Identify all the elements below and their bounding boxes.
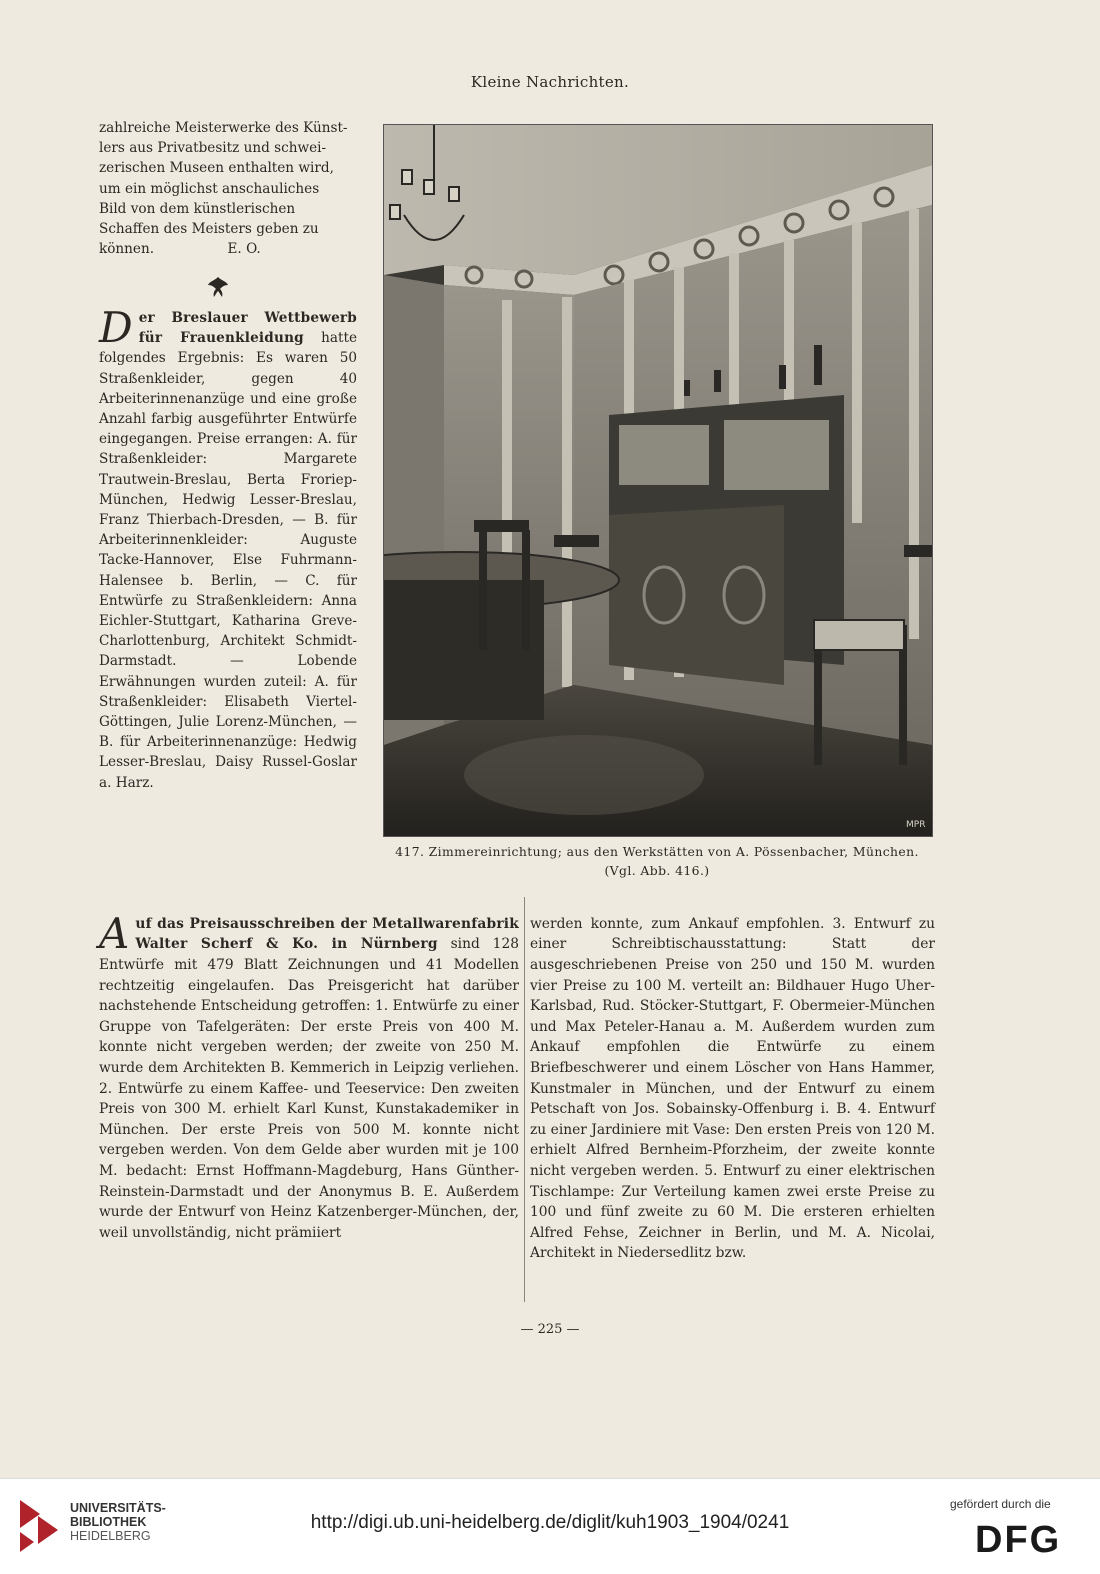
text-line: lers aus Privatbesitz und schwei- — [99, 140, 327, 157]
dropcap: A — [99, 908, 130, 958]
library-name-line: HEIDELBERG — [70, 1529, 151, 1543]
article-body: hatte folgendes Ergebnis: Es waren 50 Straßenkleider, gegen 40 Arbeiterinnenanzüge und eine große Anzahl farbig ausgeführter Entwürfe eingegangen. Preise errangen: A. für Straßenkleider: Margarete Trautwein-Breslau, Berta Froriep-München, Hedwig Lesser-Breslau, Franz Thierbach-Dresden, — B. für Arbeiterinnenkleider: Auguste Tacke-Hannover, Else Fuhrmann-Halensee b. Berlin, — C. für Entwürfe zu Straßenkleidern: Anna Eichler-Stuttgart, Katharina Greve-Charlottenburg, Architekt Schmidt-Darmstadt. — Lobende Erwähnungen wurden zuteil: A. für Straßenkleider: Elisabeth Viertel-Göttingen, Julie Lorenz-München, — B. für Arbeiterinnenanzüge: Hedwig Lesser-Breslau, Daisy Russel-Goslar a. Harz. — [99, 330, 357, 791]
metallwaren-article-right — [530, 900, 935, 1278]
article-body: sind 128 Entwürfe mit 479 Blatt Zeichnungen und 41 Modellen rechtzeitig eingelaufen. Das Preisgericht hat darüber nachstehende Entscheidung getroffen: 1. Entwürfe zu einer Gruppe von Tafelgeräten: Der erste Preis von 400 M. konnte nicht vergeben werden; der zweite von 250 M. wurde dem Architekten B. Kemmerich in Leipzig verliehen. 2. Entwürfe zu einem Kaffee- und Teeservice: Den zweiten Preis von 300 M. erhielt Karl Kunst, Kunstakademiker in München. Der erste Preis von 500 M. konnte nicht vergeben werden. Von dem Gelde aber wurden mit je 100 M. bedacht: Ernst Hoffmann-Magdeburg, Hans Günther-Reinstein-Darmstadt und der Anonymus B. E. Außerdem wurde der Entwurf von Heinz Katzenberger-München, der, weil unvollständig, nicht prämiiert — [99, 936, 519, 1241]
column-divider — [524, 897, 525, 1302]
permalink-url[interactable]: http://digi.ub.uni-heidelberg.de/diglit/kuh1903_1904/0241 — [310, 1512, 790, 1533]
fleuron-ornament-icon — [204, 275, 232, 299]
caption-line: 417. Zimmereinrichtung; aus den Werkstätten von A. Pössenbacher, München. — [395, 844, 919, 859]
text-line: können. E. O. — [99, 241, 261, 258]
article-body: werden konnte, zum Ankauf empfohlen. 3. Entwurf zu einer Schreibtischausstattung: Statt der ausgeschriebenen Preise von 250 und 150 M. wurden vier Preise zu 100 M. verteilt an: Bildhauer Hugo Uher-Karlsbad, Rud. Stöcker-Stuttgart, F. Obermeier-München und Max Peteler-Hanau a. M. Außerdem wurden zum Ankauf empfohlen die Entwürfe zu einem Briefbeschwerer und einem Löscher von Hans Hammer, Kunstmaler in München, und der Entwurf zu einem Petschaft von Jos. Sobainsky-Offenburg i. B. 4. Entwurf zu einer Jardiniere mit Vase: Den ersten Preis von 120 M. erhielt Alfred Bernheim-Pforzheim, der zweite konnte nicht vergeben werden. 5. Entwurf zu einer elektrischen Tischlampe: Zur Verteilung kamen zwei erste Preise zu 100 und fünf zweite zu 60 M. Die ersteren erhielten Alfred Fehse, Zeichner in Berlin, und M. A. Nicolai, Architekt in Niedersedlitz bzw. — [530, 915, 935, 1262]
footer-bar — [0, 1478, 1100, 1574]
dropcap: D — [99, 303, 133, 352]
breslau-article — [99, 303, 357, 793]
figure-photograph — [383, 124, 933, 837]
article-heading: uf das Preisausschreiben der Metallwarenfabrik Walter Scherf & Ko. in Nürnberg — [135, 915, 519, 953]
text-line: Schaffen des Meisters geben zu — [99, 221, 319, 238]
dfg-logo: DFG — [975, 1519, 1062, 1561]
metallwaren-article-left — [99, 900, 519, 1257]
text-line: um ein möglichst anschauliches — [99, 180, 320, 197]
photo-monogram: MPR — [906, 820, 926, 830]
caption-reference: (Vgl. Abb. 416.) — [604, 863, 710, 878]
figure-caption — [383, 842, 931, 880]
library-name — [70, 1501, 220, 1543]
previous-article-end — [99, 118, 357, 259]
text-line: zahlreiche Meisterwerke des Künst- — [99, 120, 348, 136]
funded-by-label: gefördert durch die — [950, 1497, 1051, 1511]
library-name-line: UNIVERSITÄTS- — [70, 1501, 166, 1515]
text-line: Bild von dem künstlerischen — [99, 200, 296, 217]
page-number: — 225 — — [520, 1322, 580, 1337]
room-interior-photo — [384, 125, 932, 836]
library-name-line: BIBLIOTHEK — [70, 1515, 147, 1529]
article-heading: er Breslauer Wettbewerb für Frauenkleidung — [138, 310, 357, 347]
running-head: Kleine Nachrichten. — [470, 73, 630, 91]
university-library-logo-icon — [16, 1496, 62, 1558]
text-line: zerischen Museen enthalten wird, — [99, 160, 334, 177]
